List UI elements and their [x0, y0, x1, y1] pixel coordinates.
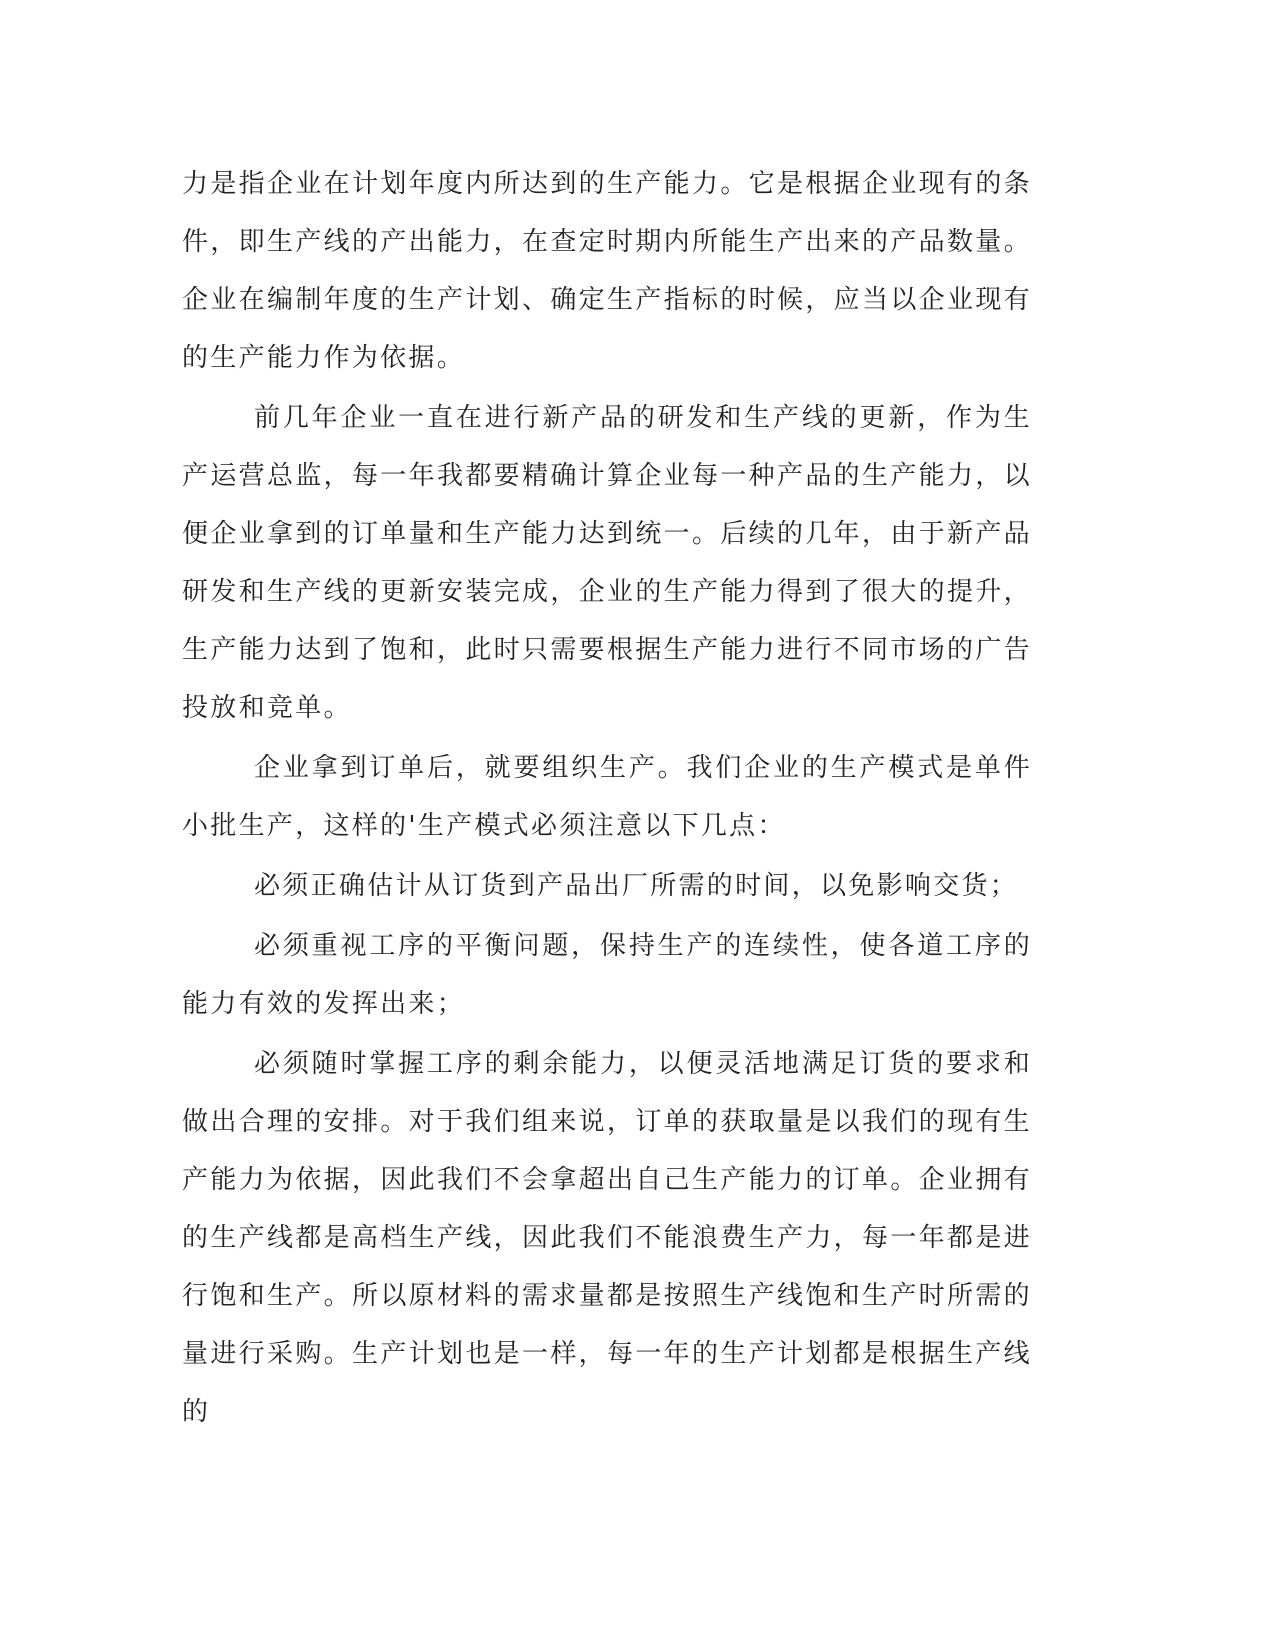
paragraph-6: 必须随时掌握工序的剩余能力，以便灵活地满足订货的要求和做出合理的安排。对于我们组来说，订单的获取量是以我们的现有生产能力为依据，因此我们不会拿超出自己生产能力的订单。企业拥有的生产线都是高档生产线，因此我们不能浪费生产力，每一年都是进行饱和生产。所以原材料的需求量都是按照生产线饱和生产时所需的量进行采购。生产计划也是一样，每一年的生产计划都是根据生产线的	[182, 1049, 1032, 1427]
paragraph-4: 必须正确估计从订货到产品出厂所需的时间，以免影响交货；	[254, 871, 1019, 901]
paragraph-2: 前几年企业一直在进行新产品的研发和生产线的更新，作为生产运营总监，每一年我都要精确计算企业每一种产品的生产能力，以便企业拿到的订单量和生产能力达到统一。后续的几年，由于新产品研发和生产线的更新安装完成，企业的生产能力得到了很大的提升，生产能力达到了饱和，此时只需要根据生产能力进行不同市场的广告投放和竞单。	[182, 403, 1032, 723]
document-body	[182, 155, 1032, 1443]
paragraph-3: 企业拿到订单后，就要组织生产。我们企业的生产模式是单件小批生产，这样的'生产模式必须注意以下几点：	[182, 753, 1032, 841]
paragraph-5: 必须重视工序的平衡问题，保持生产的连续性，使各道工序的能力有效的发挥出来；	[182, 931, 1032, 1019]
paragraph-1: 力是指企业在计划年度内所达到的生产能力。它是根据企业现有的条件，即生产线的产出能力，在查定时期内所能生产出来的产品数量。企业在编制年度的生产计划、确定生产指标的时候，应当以企业现有的生产能力作为依据。	[182, 169, 1032, 373]
